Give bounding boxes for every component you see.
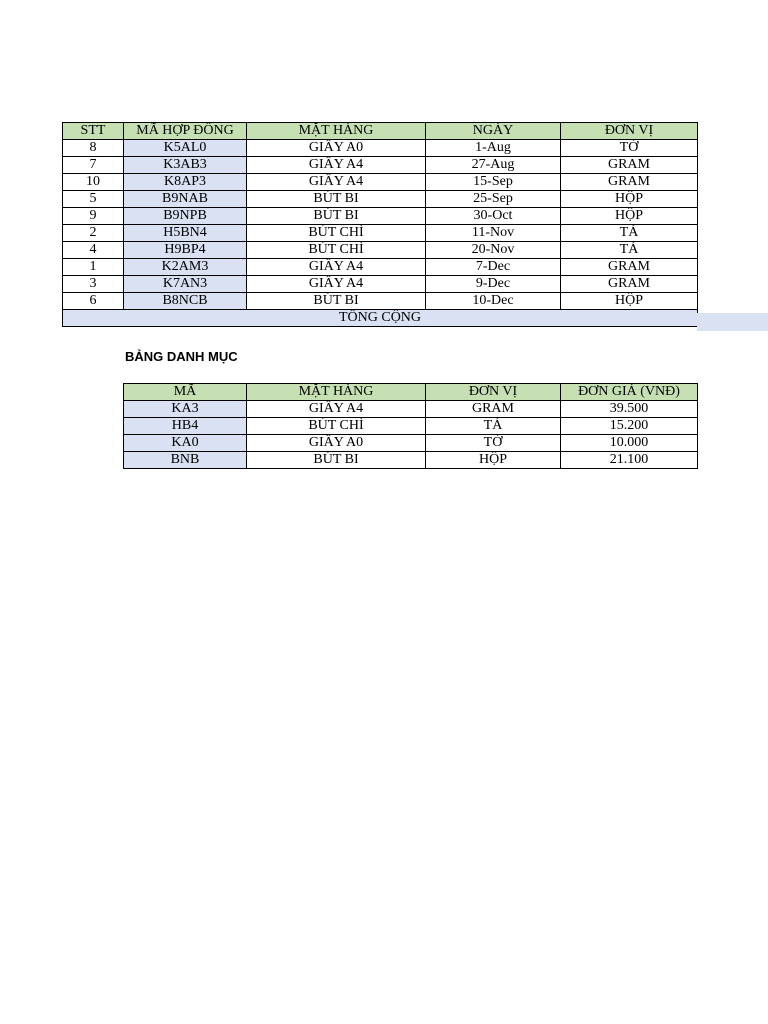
cell-stt[interactable]: 3 bbox=[63, 276, 124, 293]
total-row bbox=[63, 310, 698, 327]
catalog-title: BẢNG DANH MỤC bbox=[125, 349, 238, 364]
cell-date[interactable]: 9-Dec bbox=[426, 276, 561, 293]
header-code[interactable]: MÃ bbox=[124, 384, 247, 401]
total-cell[interactable]: TỔNG CỘNG bbox=[63, 310, 698, 327]
cell-unit[interactable]: HỘP bbox=[561, 208, 698, 225]
contracts-header-row bbox=[63, 123, 698, 140]
cell-contract-code[interactable]: K3AB3 bbox=[124, 157, 247, 174]
cell-contract-code[interactable]: K5AL0 bbox=[124, 140, 247, 157]
cell-unit[interactable]: GRAM bbox=[561, 174, 698, 191]
table-row bbox=[63, 225, 698, 242]
cell-item[interactable]: GIẤY A4 bbox=[247, 157, 426, 174]
table-row bbox=[124, 435, 698, 452]
cell-unit[interactable]: HỘP bbox=[561, 293, 698, 310]
header-unit[interactable]: ĐƠN VỊ bbox=[426, 384, 561, 401]
cell-contract-code[interactable]: B8NCB bbox=[124, 293, 247, 310]
table-row bbox=[63, 191, 698, 208]
cell-unit[interactable]: TỜ bbox=[426, 435, 561, 452]
cell-contract-code[interactable]: K8AP3 bbox=[124, 174, 247, 191]
cell-date[interactable]: 11-Nov bbox=[426, 225, 561, 242]
header-item[interactable]: MẶT HÀNG bbox=[247, 123, 426, 140]
cell-contract-code[interactable]: H9BP4 bbox=[124, 242, 247, 259]
table-row bbox=[124, 401, 698, 418]
header-unit[interactable]: ĐƠN VỊ bbox=[561, 123, 698, 140]
total-row-fill-extension bbox=[697, 313, 768, 331]
cell-item[interactable]: GIẤY A4 bbox=[247, 174, 426, 191]
cell-unit-price[interactable]: 21.100 bbox=[561, 452, 698, 469]
table-row bbox=[63, 242, 698, 259]
cell-item[interactable]: BÚT BI bbox=[247, 293, 426, 310]
cell-date[interactable]: 10-Dec bbox=[426, 293, 561, 310]
cell-item[interactable]: GIẤY A0 bbox=[247, 140, 426, 157]
cell-unit[interactable]: GRAM bbox=[561, 157, 698, 174]
cell-unit[interactable]: GRAM bbox=[561, 259, 698, 276]
table-row bbox=[63, 174, 698, 191]
cell-contract-code[interactable]: B9NPB bbox=[124, 208, 247, 225]
cell-item[interactable]: GIẤY A4 bbox=[247, 276, 426, 293]
header-stt[interactable]: STT bbox=[63, 123, 124, 140]
cell-stt[interactable]: 1 bbox=[63, 259, 124, 276]
cell-item[interactable]: BÚT BI bbox=[247, 208, 426, 225]
table-row bbox=[63, 293, 698, 310]
cell-contract-code[interactable]: B9NAB bbox=[124, 191, 247, 208]
table-row bbox=[63, 259, 698, 276]
cell-unit[interactable]: TÁ bbox=[561, 242, 698, 259]
cell-stt[interactable]: 9 bbox=[63, 208, 124, 225]
cell-date[interactable]: 27-Aug bbox=[426, 157, 561, 174]
cell-unit[interactable]: TỜ bbox=[561, 140, 698, 157]
cell-date[interactable]: 1-Aug bbox=[426, 140, 561, 157]
cell-item[interactable]: BÚT BI bbox=[247, 452, 426, 469]
cell-date[interactable]: 7-Dec bbox=[426, 259, 561, 276]
cell-unit[interactable]: GRAM bbox=[561, 276, 698, 293]
table-row bbox=[63, 276, 698, 293]
catalog-header-row bbox=[124, 384, 698, 401]
table-row bbox=[124, 452, 698, 469]
table-row bbox=[124, 418, 698, 435]
cell-item[interactable]: BÚT CHÌ bbox=[247, 225, 426, 242]
cell-contract-code[interactable]: K7AN3 bbox=[124, 276, 247, 293]
table-row bbox=[63, 208, 698, 225]
cell-stt[interactable]: 8 bbox=[63, 140, 124, 157]
cell-code[interactable]: HB4 bbox=[124, 418, 247, 435]
cell-item[interactable]: GIẤY A4 bbox=[247, 259, 426, 276]
cell-date[interactable]: 20-Nov bbox=[426, 242, 561, 259]
cell-unit[interactable]: GRAM bbox=[426, 401, 561, 418]
cell-unit[interactable]: TÁ bbox=[561, 225, 698, 242]
cell-date[interactable]: 30-Oct bbox=[426, 208, 561, 225]
cell-unit-price[interactable]: 39.500 bbox=[561, 401, 698, 418]
cell-item[interactable]: BÚT CHÌ bbox=[247, 242, 426, 259]
cell-stt[interactable]: 7 bbox=[63, 157, 124, 174]
header-item[interactable]: MẶT HÀNG bbox=[247, 384, 426, 401]
header-contract-code[interactable]: MÃ HỢP ĐỒNG bbox=[124, 123, 247, 140]
cell-stt[interactable]: 10 bbox=[63, 174, 124, 191]
cell-code[interactable]: KA3 bbox=[124, 401, 247, 418]
cell-unit[interactable]: HỘP bbox=[426, 452, 561, 469]
cell-unit-price[interactable]: 15.200 bbox=[561, 418, 698, 435]
contracts-table bbox=[62, 122, 698, 327]
cell-stt[interactable]: 4 bbox=[63, 242, 124, 259]
cell-contract-code[interactable]: K2AM3 bbox=[124, 259, 247, 276]
cell-code[interactable]: BNB bbox=[124, 452, 247, 469]
cell-item[interactable]: GIẤY A0 bbox=[247, 435, 426, 452]
cell-stt[interactable]: 2 bbox=[63, 225, 124, 242]
cell-unit-price[interactable]: 10.000 bbox=[561, 435, 698, 452]
cell-unit[interactable]: HỘP bbox=[561, 191, 698, 208]
table-row bbox=[63, 157, 698, 174]
cell-date[interactable]: 15-Sep bbox=[426, 174, 561, 191]
cell-date[interactable]: 25-Sep bbox=[426, 191, 561, 208]
cell-stt[interactable]: 6 bbox=[63, 293, 124, 310]
header-unit-price[interactable]: ĐƠN GIÁ (VNĐ) bbox=[561, 384, 698, 401]
cell-item[interactable]: BÚT BI bbox=[247, 191, 426, 208]
cell-item[interactable]: GIẤY A4 bbox=[247, 401, 426, 418]
cell-item[interactable]: BÚT CHÌ bbox=[247, 418, 426, 435]
table-row bbox=[63, 140, 698, 157]
cell-contract-code[interactable]: H5BN4 bbox=[124, 225, 247, 242]
catalog-table bbox=[123, 383, 698, 469]
header-date[interactable]: NGÀY bbox=[426, 123, 561, 140]
cell-stt[interactable]: 5 bbox=[63, 191, 124, 208]
cell-code[interactable]: KA0 bbox=[124, 435, 247, 452]
cell-unit[interactable]: TÁ bbox=[426, 418, 561, 435]
